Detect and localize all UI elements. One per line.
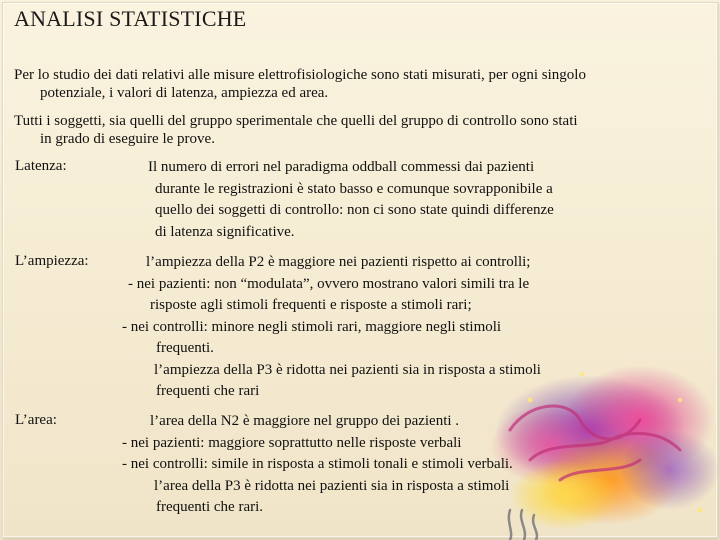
intro-paragraph [14, 66, 710, 102]
subjects-line-2: in grado di eseguire le prove. [40, 131, 215, 147]
area-line: - nei controlli: simile in risposta a stimoli tonali e stimoli verbali. [122, 456, 513, 472]
area-line: frequenti che rari. [156, 499, 264, 515]
subjects-line-1: Tutti i soggetti, sia quelli del gruppo sperimentale che quelli del gruppo di controllo sono stati [14, 113, 578, 129]
latency-line: quello dei soggetti di controllo: non ci sono state quindi differenze [155, 202, 554, 218]
amplitude-label: L’ampiezza: [15, 253, 89, 269]
amplitude-line: frequenti che rari [156, 383, 260, 399]
intro-line-1: Per lo studio dei dati relativi alle misure elettrofisiologiche sono stati misurati, per ogni singolo [14, 67, 586, 83]
latency-text [148, 157, 554, 243]
amplitude-line: l’ampiezza della P3 è ridotta nei pazienti sia in risposta a stimoli [154, 361, 541, 378]
latency-line: durante le registrazioni è stato basso e comunque sovrapponibile a [155, 180, 553, 197]
slide-title: ANALISI STATISTICHE [14, 6, 247, 31]
latency-label: Latenza: [15, 158, 67, 174]
amplitude-line: frequenti. [156, 340, 214, 356]
amplitude-line: - nei pazienti: non “modulata”, ovvero mostrano valori simili tra le [128, 275, 530, 292]
intro-line-2: potenziale, i valori di latenza, ampiezza ed area. [40, 85, 329, 101]
latency-line: di latenza significative. [155, 223, 295, 240]
amplitude-line: risposte agli stimoli frequenti e risposte a stimoli rari; [150, 297, 472, 313]
amplitude-line: l’ampiezza della P2 è maggiore nei pazienti rispetto ai controlli; [146, 254, 531, 270]
area-text [122, 411, 513, 519]
amplitude-line: - nei controlli: minore negli stimoli rari, maggiore negli stimoli [122, 318, 502, 335]
area-line: - nei pazienti: maggiore soprattutto nelle risposte verbali [122, 434, 462, 451]
area-line: l’area della P3 è ridotta nei pazienti sia in risposta a stimoli [154, 477, 510, 494]
area-label: L’area: [15, 412, 57, 428]
latency-line: Il numero di errori nel paradigma oddball commessi dai pazienti [148, 159, 535, 175]
area-line: l’area della N2 è maggiore nel gruppo dei pazienti . [150, 413, 460, 429]
subjects-paragraph [14, 112, 710, 148]
amplitude-text [122, 252, 541, 403]
